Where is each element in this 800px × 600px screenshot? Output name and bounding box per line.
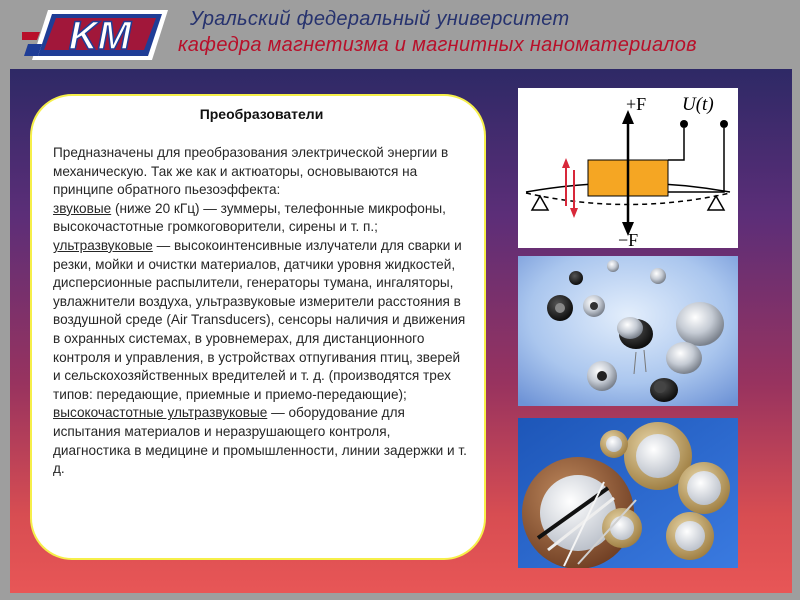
- intro-text: Предназначены для преобразования электрической энергии в механическую. Так же как и актюаторы, основываются на принципе обратного пьезоэффекта:: [53, 145, 449, 198]
- piezo-diagram: [518, 88, 738, 248]
- force-minus-label: −F: [618, 230, 639, 248]
- desc-sound: (ниже 20 кГц) — зуммеры, телефонные микрофоны, высокочастотные громкоговорители, сирены и т. п.;: [53, 200, 446, 235]
- logo-text: KM: [68, 14, 132, 58]
- transducers-photo: [518, 256, 738, 406]
- term-ultrasound: ультразвуковые: [53, 237, 153, 253]
- desc-ultrasound: — высокоинтенсивные излучатели для сварки и резки, мойки и очистки материалов, датчики уровня жидкостей, дисперсионные распылители, генераторы тумана, ингаляторы, увлажнители воздуха, ультразвуковые измерители расстояния в воздушной среде (Air Transducers), сенсоры наличия и движения в охранных системах, в уровнемерах, для дистанционного контроля и управления, в устройствах отпугивания птиц, зверей и сельскохозяйственных вредителей и т. д. (производятся трех типов: передающие, приемные и приемо-передающие);: [53, 237, 466, 402]
- department-name: кафедра магнетизма и магнитных наноматериалов: [178, 34, 697, 56]
- section-title: Преобразователи: [199, 106, 324, 122]
- header: [0, 0, 800, 66]
- term-hf-ultrasound: высокочастотные ультразвуковые: [53, 405, 268, 421]
- desc-hf-ultrasound: — оборудование для испытания материалов и неразрушающего контроля, диагностика в медицине и промышленности, линии задержки и т. д.: [53, 405, 467, 477]
- piezo-discs-photo: [518, 418, 738, 568]
- voltage-label: U(t): [682, 94, 714, 115]
- body-text: [53, 144, 470, 479]
- university-logo: [22, 4, 172, 62]
- term-sound: звуковые: [53, 200, 112, 216]
- university-name: Уральский федеральный университет: [190, 8, 570, 30]
- force-plus-label: +F: [626, 94, 647, 114]
- text-panel: [30, 94, 486, 560]
